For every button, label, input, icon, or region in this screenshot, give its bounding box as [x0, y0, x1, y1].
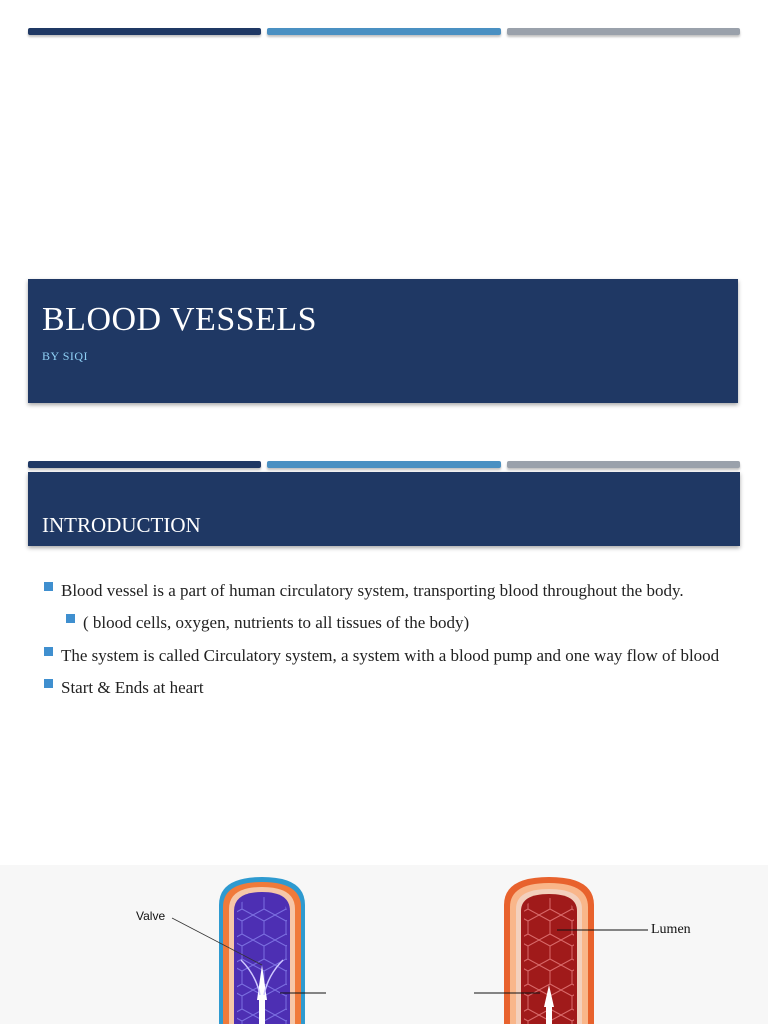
bullet-text: Start & Ends at heart	[61, 678, 204, 697]
artery-graphic	[504, 877, 594, 1024]
bullet-square-icon	[44, 582, 53, 591]
accent-bar-blue	[267, 461, 500, 468]
section-accent-bars	[28, 461, 740, 469]
list-item-nested	[66, 612, 734, 634]
vessel-diagram	[0, 865, 768, 1024]
vein-graphic	[219, 877, 305, 1024]
title-banner	[28, 279, 738, 403]
accent-bar-gray	[507, 28, 740, 35]
lumen-label: Lumen	[651, 922, 691, 937]
section-header-banner	[28, 472, 740, 546]
accent-bar-blue	[267, 28, 500, 35]
slide-title: BLOOD VESSELS	[42, 301, 318, 338]
list-item	[44, 580, 734, 602]
bullet-square-icon	[66, 614, 75, 623]
vessel-illustration	[0, 865, 768, 1024]
bullet-square-icon	[44, 679, 53, 688]
list-item	[44, 645, 734, 667]
valve-label: Valve	[136, 909, 166, 923]
bullet-square-icon	[44, 647, 53, 656]
top-accent-bars	[28, 28, 740, 36]
list-item	[44, 677, 734, 699]
bullet-text: Blood vessel is a part of human circulatory system, transporting blood throughout the body.	[61, 581, 684, 600]
slide-subtitle: BY SIQI	[42, 349, 89, 363]
accent-bar-dark	[28, 28, 261, 35]
section-heading: INTRODUCTION	[42, 513, 201, 537]
bullet-list	[44, 580, 734, 699]
accent-bar-gray	[507, 461, 740, 468]
bullet-text: ( blood cells, oxygen, nutrients to all tissues of the body)	[83, 613, 470, 632]
accent-bar-dark	[28, 461, 261, 468]
bullet-text: The system is called Circulatory system, a system with a blood pump and one way flow of blood	[61, 646, 720, 665]
